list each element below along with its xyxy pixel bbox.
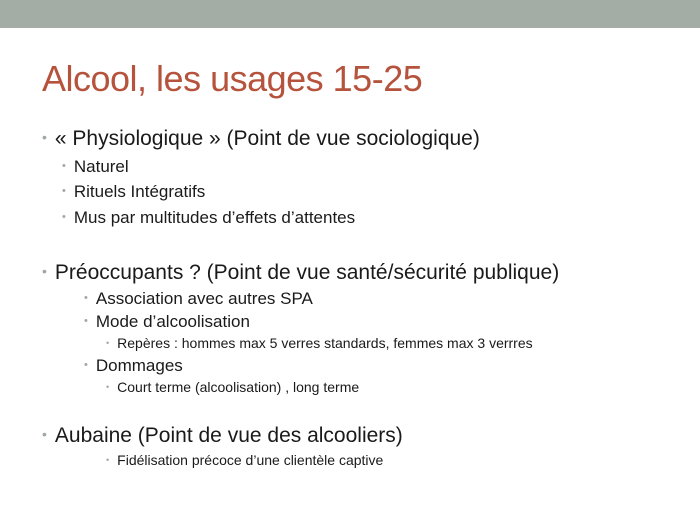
sub-bullet-dommages [84, 357, 183, 374]
bullet-dot: • [42, 426, 47, 442]
sub-bullet-association [84, 290, 313, 307]
bullet-text: Dommages [95, 356, 183, 375]
bullet-text: « Physiologique » (Point de vue sociologique) [54, 127, 480, 150]
bullet-text: Aubaine (Point de vue des alcooliers) [54, 424, 403, 447]
bullet-dot: • [106, 382, 110, 392]
bullet-text: Association avec autres SPA [95, 289, 313, 308]
sub-sub-bullet-fidelisation [106, 453, 383, 467]
sub-sub-bullet-reperes [106, 336, 533, 350]
sub-bullet-naturel [62, 158, 129, 175]
sub-bullet-rituels [62, 183, 205, 200]
bullet-dot: • [84, 292, 88, 304]
bullet-dot: • [42, 263, 47, 279]
bullet-dot: • [62, 160, 66, 172]
bullet-dot: • [106, 455, 110, 465]
bullet-dot: • [106, 338, 110, 348]
sub-bullet-attentes [62, 209, 355, 226]
bullet-text: Mode d’alcoolisation [95, 312, 250, 331]
bullet-text: Fidélisation précoce d’une clientèle captive [117, 452, 384, 468]
sub-bullet-mode [84, 313, 250, 330]
bullet-text: Mus par multitudes d’effets d’attentes [73, 208, 356, 227]
bullet-physiologique [42, 128, 480, 149]
bullet-text: Naturel [73, 157, 129, 176]
bullet-dot: • [62, 211, 66, 223]
sub-sub-bullet-terme [106, 380, 359, 394]
bullet-text: Repères : hommes max 5 verres standards, femmes max 3 verrres [117, 335, 533, 351]
bullet-aubaine [42, 425, 403, 446]
bullet-text: Rituels Intégratifs [73, 182, 206, 201]
bullet-text: Préoccupants ? (Point de vue santé/sécurité publique) [54, 261, 560, 284]
bullet-preoccupants [42, 262, 559, 283]
bullet-text: Court terme (alcoolisation) , long terme [117, 379, 360, 395]
bullet-dot: • [62, 185, 66, 197]
slide-title: Alcool, les usages 15-25 [42, 58, 423, 99]
bullet-dot: • [42, 129, 47, 145]
bullet-dot: • [84, 315, 88, 327]
bullet-dot: • [84, 359, 88, 371]
top-banner-bar [0, 0, 700, 28]
